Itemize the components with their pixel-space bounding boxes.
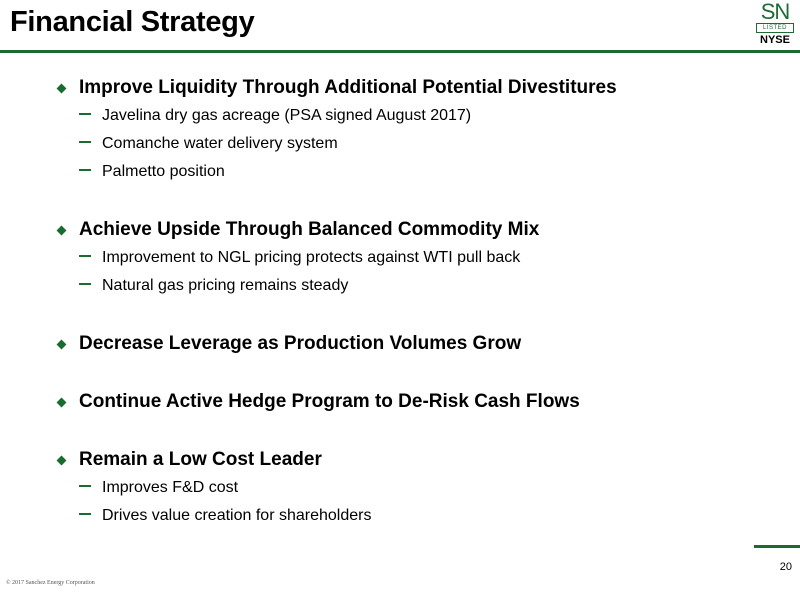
logo-exchange: NYSE: [760, 34, 790, 46]
section-heading: Remain a Low Cost Leader: [79, 449, 322, 470]
sub-bullet-item: [55, 474, 775, 502]
strategy-section: [55, 74, 775, 186]
page-number: 20: [779, 561, 792, 573]
diamond-bullet-icon: [57, 83, 67, 93]
sub-bullet-item: [55, 502, 775, 530]
dash-bullet-icon: [79, 141, 91, 143]
sub-bullet-list: [55, 244, 775, 300]
diamond-bullet-icon: [57, 225, 67, 235]
sub-bullet-item: [55, 272, 775, 300]
footer-divider: [754, 545, 800, 548]
title-divider: [0, 50, 800, 53]
strategy-section: [55, 216, 775, 300]
sub-bullet-text: Drives value creation for shareholders: [102, 507, 372, 524]
slide-title: Financial Strategy: [10, 6, 255, 38]
sub-bullet-text: Improvement to NGL pricing protects against WTI pull back: [102, 249, 521, 266]
copyright-notice: © 2017 Sanchez Energy Corporation: [6, 580, 95, 586]
section-heading: Continue Active Hedge Program to De-Risk Cash Flows: [79, 391, 580, 412]
sub-bullet-item: [55, 130, 775, 158]
section-heading-row: [55, 446, 775, 474]
sub-bullet-item: [55, 102, 775, 130]
section-heading: Decrease Leverage as Production Volumes Grow: [79, 333, 522, 354]
diamond-bullet-icon: [57, 397, 67, 407]
section-heading-row: [55, 388, 775, 416]
sub-bullet-list: [55, 102, 775, 186]
dash-bullet-icon: [79, 485, 91, 487]
dash-bullet-icon: [79, 255, 91, 257]
sub-bullet-text: Javelina dry gas acreage (PSA signed August 2017): [102, 107, 472, 124]
sub-bullet-text: Palmetto position: [102, 163, 225, 180]
strategy-section: [55, 446, 775, 530]
sub-bullet-text: Natural gas pricing remains steady: [102, 277, 349, 294]
sub-bullet-text: Comanche water delivery system: [102, 135, 338, 152]
dash-bullet-icon: [79, 283, 91, 285]
sub-bullet-item: [55, 244, 775, 272]
section-heading-row: [55, 330, 775, 358]
diamond-bullet-icon: [57, 339, 67, 349]
dash-bullet-icon: [79, 513, 91, 515]
nyse-listed-logo: [753, 2, 797, 48]
diamond-bullet-icon: [57, 455, 67, 465]
logo-ticker: SN: [760, 0, 790, 24]
strategy-section: [55, 388, 775, 416]
sub-bullet-text: Improves F&D cost: [102, 479, 239, 496]
slide-content: [55, 74, 775, 560]
strategy-section: [55, 330, 775, 358]
dash-bullet-icon: [79, 169, 91, 171]
dash-bullet-icon: [79, 113, 91, 115]
section-heading-row: [55, 74, 775, 102]
section-heading: Improve Liquidity Through Additional Potential Divestitures: [79, 77, 617, 98]
logo-listed-label: LISTED: [756, 23, 794, 33]
sub-bullet-item: [55, 158, 775, 186]
sub-bullet-list: [55, 474, 775, 530]
section-heading-row: [55, 216, 775, 244]
section-heading: Achieve Upside Through Balanced Commodity Mix: [79, 219, 540, 240]
